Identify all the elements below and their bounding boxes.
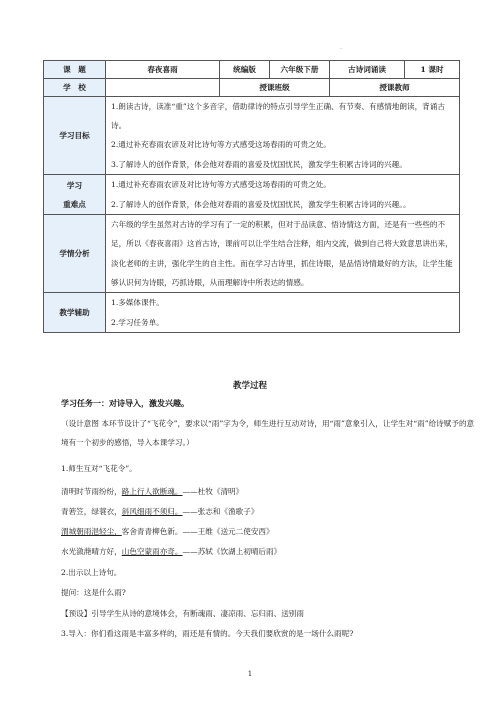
aids-row <box>44 293 460 333</box>
question: 提问：这是什么雨? <box>61 588 126 597</box>
analysis-content <box>106 215 460 293</box>
analysis-row <box>44 215 460 293</box>
poem-source: ——张志和《渔歌子》 <box>182 507 259 516</box>
keypoint-item: 1.通过补充春雨农谚及对比诗句等方式感受这场春雨的可贵之处。 <box>111 180 331 189</box>
keypoints-label <box>44 175 106 215</box>
poem-pre: 青箬笠，绿蓑衣， <box>61 507 122 516</box>
topic-label: 课 题 <box>44 61 106 79</box>
poem-underlined: 路上行人欲断魂。 <box>121 487 183 496</box>
goals-label: 学习目标 <box>44 97 106 175</box>
teacher-label: 授课教师 <box>330 79 460 97</box>
class-label: 授课班级 <box>220 79 330 97</box>
poem-pre: 水光潋滟晴方好， <box>61 547 122 556</box>
poem-underlined: 山色空蒙雨亦奇。 <box>121 547 183 556</box>
school-label: 学 校 <box>44 79 106 97</box>
poem-source: ——苏轼《饮湖上初晴后雨》 <box>182 547 282 556</box>
keypoints-row <box>44 175 460 215</box>
poem-line <box>61 525 274 539</box>
decorative-dot: . <box>340 44 342 51</box>
step3: 3.导入：你们看这雨是丰富多样的，雨还是有情的。今天我们要欣赏的是一场什么雨呢? <box>61 629 354 638</box>
step2: 2.出示以上诗句。 <box>61 568 122 577</box>
unit-name: 古诗词诵读 <box>330 61 405 79</box>
poem-source: ——杜牧《清明》 <box>182 487 244 496</box>
poem-pre: 清明时节雨纷纷， <box>61 487 122 496</box>
lesson-plan-table <box>43 60 460 333</box>
lesson-title: 春夜喜雨 <box>106 61 220 79</box>
step1: 1.师生互对“飞花令”。 <box>61 464 137 473</box>
poem-line <box>61 485 243 499</box>
keypoints-content <box>106 175 460 215</box>
school-value <box>106 79 220 97</box>
aid-item: 2.学习任务单。 <box>111 317 164 327</box>
analysis-label: 学情分析 <box>44 215 106 293</box>
aids-content <box>106 293 460 333</box>
goal-item: 2.通过补充春雨农谚及对比诗句等方式感受这场春雨的可贵之处。 <box>111 140 331 149</box>
poem-source: 客舍青青柳色新。——王维《送元二使安西》 <box>121 527 274 536</box>
aids-label: 教学辅助 <box>44 293 106 333</box>
keypoints-label-line1: 学习 <box>66 180 83 190</box>
textbook-edition: 统编版 <box>220 61 270 79</box>
goal-item: 1.朗读古诗，读准“重”这个多音字，借助律诗的特点引导学生正确、有节奏、有感情地朗读，背诵古诗。 <box>111 102 445 130</box>
poem-line <box>61 545 281 559</box>
goals-content <box>106 97 460 175</box>
process-title: 教学过程 <box>232 381 267 391</box>
design-note: （设计意图 本环节设计了“飞花令”，要求以“雨”字为令，师生进行互动对诗，用“雨”意象引入，让学生对“雨”给诗赋予的意境有一个初步的感悟，导入本课学习。） <box>61 419 475 448</box>
school-row <box>44 79 460 97</box>
keypoints-label-line2: 重难点 <box>63 199 86 209</box>
class-hours: 1 课时 <box>405 61 460 79</box>
keypoint-item: 2.了解诗人的创作背景，体会他对春雨的喜爱及忧国忧民，激发学生积累古诗词的兴趣。。 <box>111 199 411 209</box>
task1-title: 学习任务一：对诗导入，激发兴趣。 <box>61 398 189 408</box>
goals-row <box>44 97 460 175</box>
poem-underlined: 渭城朝雨浥轻尘， <box>61 527 122 536</box>
aid-item: 1.多媒体课件。 <box>111 298 164 308</box>
poem-underlined: 斜风细雨不须归。 <box>121 507 183 516</box>
preset: 【预设】引导学生从诗的意境体会，有断魂雨、凄凉雨、忘归雨、送别雨 <box>61 609 304 618</box>
goal-item: 3.了解诗人的创作背景，体会他对春雨的喜爱及忧国忧民，激发学生积累古诗词的兴趣。 <box>111 159 407 169</box>
analysis-text: 六年级的学生虽然对古诗的学习有了一定的积累，但对于品读意、悟诗情这方面，还是有一些些的不足，所以《春夜喜雨》这首古诗，课前可以让学生结合注释，组内交流，做到自己将大致意思讲出来，淡化老师的主讲，强化学生的自主性。而在学习古诗里，抓住诗眼，是品悟诗情最好的方法，让学生能够认识何为诗眼，巧抓诗眼，从而理解诗中所表达的情感。 <box>111 220 453 287</box>
header-row <box>44 61 460 79</box>
poem-line <box>61 505 258 519</box>
grade-volume: 六年级下册 <box>270 61 330 79</box>
page-number: 1 <box>247 670 253 678</box>
